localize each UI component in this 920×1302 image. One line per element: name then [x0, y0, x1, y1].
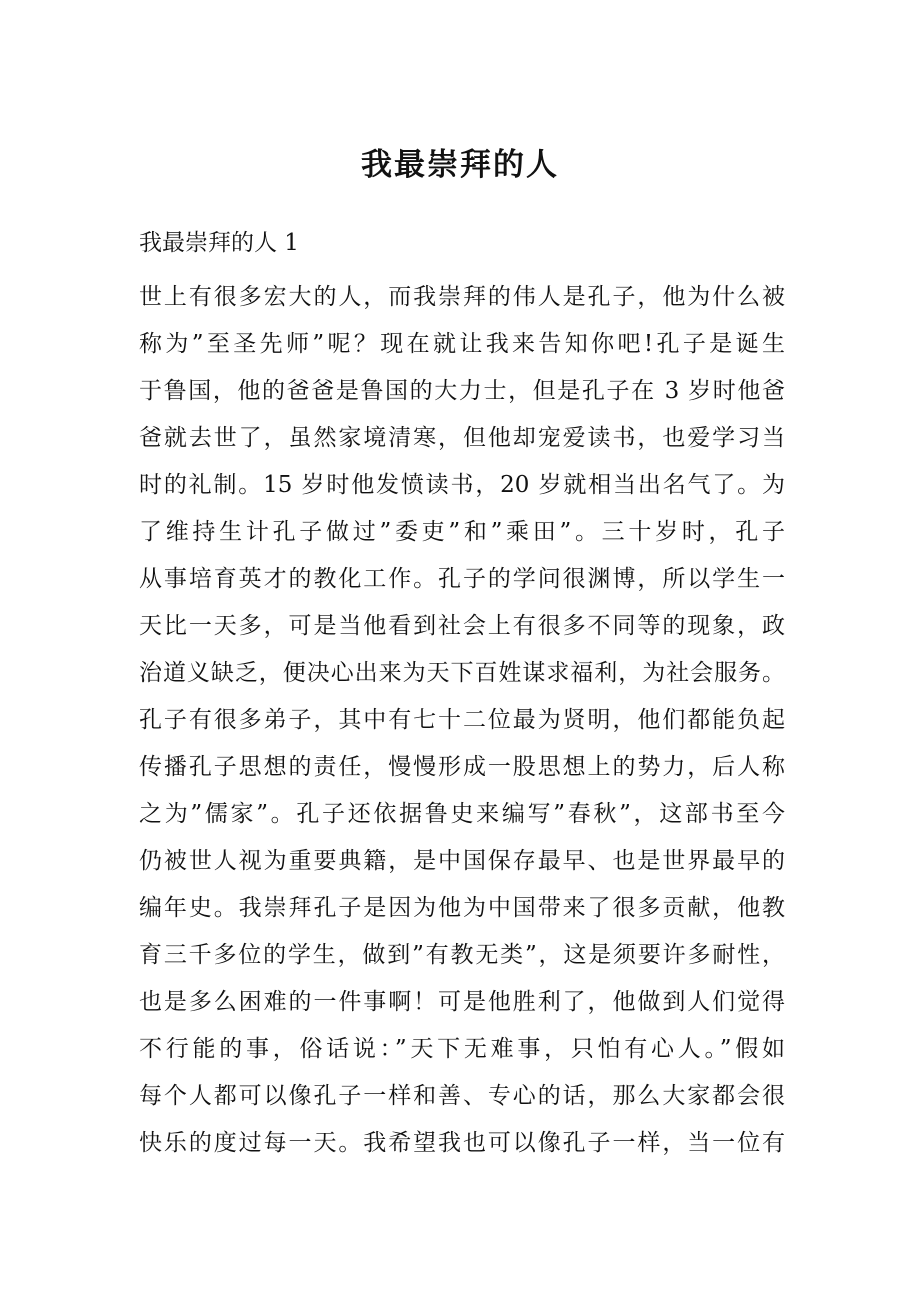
text-line: 之为”儒家”。孔子还依据鲁史来编写”春秋”，这部书至今 [139, 801, 785, 827]
text-line: 编年史。我崇拜孔子是因为他为中国带来了很多贡献，他教 [139, 895, 785, 921]
text-line: 不行能的事，俗话说：”天下无难事，只怕有心人。”假如 [139, 1036, 785, 1062]
text-line: 每个人都可以像孔子一样和善、专心的话，那么大家都会很 [139, 1083, 785, 1109]
document-title: 我最崇拜的人 [361, 147, 559, 183]
document-body [139, 280, 785, 1173]
text-line: 世上有很多宏大的人，而我崇拜的伟人是孔子，他为什么被 [139, 284, 785, 310]
text-line: 也是多么困难的一件事啊！可是他胜利了，他做到人们觉得 [139, 989, 785, 1015]
text-line: 时的礼制。15 岁时他发愤读书，20 岁就相当出名气了。为 [139, 472, 785, 498]
text-line: 传播孔子思想的责任，慢慢形成一股思想上的势力，后人称 [139, 754, 785, 780]
text-line: 从事培育英才的教化工作。孔子的学问很渊博，所以学生一 [139, 566, 785, 592]
section-heading: 我最崇拜的人 1 [139, 230, 299, 256]
text-line: 天比一天多，可是当他看到社会上有很多不同等的现象，政 [139, 613, 785, 639]
text-line: 爸就去世了，虽然家境清寒，但他却宠爱读书，也爱学习当 [139, 425, 785, 451]
text-line: 于鲁国，他的爸爸是鲁国的大力士，但是孔子在 3 岁时他爸 [139, 378, 785, 404]
text-line: 了维持生计孔子做过”委吏”和”乘田”。三十岁时，孔子 [139, 519, 785, 545]
text-line: 治道义缺乏，便决心出来为天下百姓谋求福利，为社会服务。 [139, 660, 785, 686]
text-line: 孔子有很多弟子，其中有七十二位最为贤明，他们都能负起 [139, 707, 785, 733]
text-line: 仍被世人视为重要典籍，是中国保存最早、也是世界最早的 [139, 848, 785, 874]
text-line: 快乐的度过每一天。我希望我也可以像孔子一样，当一位有 [139, 1130, 785, 1156]
text-line: 称为”至圣先师”呢？现在就让我来告知你吧!孔子是诞生 [139, 331, 785, 357]
text-line: 育三千多位的学生，做到”有教无类”，这是须要许多耐性， [139, 942, 785, 968]
